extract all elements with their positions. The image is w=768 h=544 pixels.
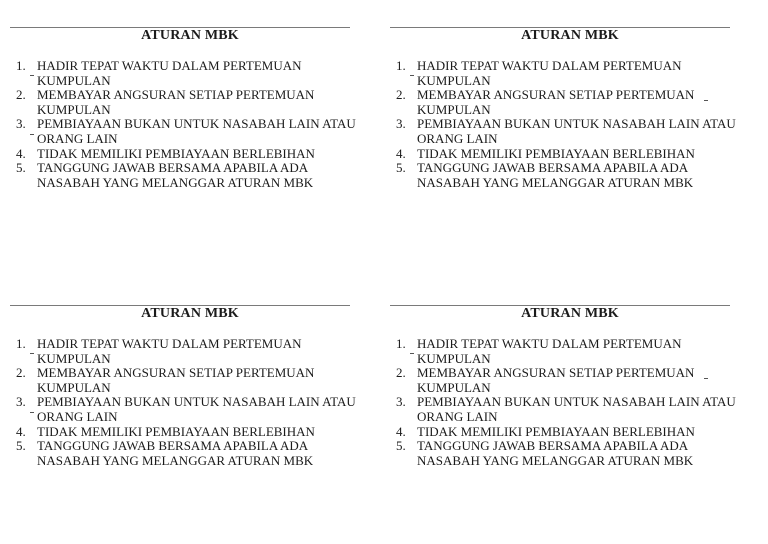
rule-number: 3. (16, 116, 26, 132)
rule-text: TANGGUNG JAWAB BERSAMA APABILA ADA NASABAH YANG MELANGGAR ATURAN MBK (417, 438, 694, 468)
scan-speck (30, 353, 34, 354)
rule-text: TIDAK MEMILIKI PEMBIAYAAN BERLEBIHAN (417, 423, 695, 439)
rule-text: HADIR TEPAT WAKTU DALAM PERTEMUAN KUMPULAN (37, 58, 302, 88)
rule-number: 1. (16, 58, 26, 73)
rule-item (390, 395, 750, 424)
rule-number: 3. (16, 394, 26, 410)
rule-text: MEMBAYAR ANGSURAN SETIAP PERTEMUAN KUMPULAN (417, 365, 695, 395)
rule-item (10, 366, 370, 395)
card-title: ATURAN MBK (521, 306, 619, 321)
card-title: ATURAN MBK (521, 28, 619, 43)
rule-item (10, 161, 370, 190)
rule-item (390, 337, 750, 366)
rule-text: TANGGUNG JAWAB BERSAMA APABILA ADA NASABAH YANG MELANGGAR ATURAN MBK (37, 160, 314, 190)
rule-item (390, 439, 750, 468)
rule-number: 3. (396, 394, 406, 410)
rule-item (10, 337, 370, 366)
rule-text: MEMBAYAR ANGSURAN SETIAP PERTEMUAN KUMPULAN (37, 87, 315, 117)
rules-list (10, 59, 370, 190)
rules-card (10, 298, 365, 478)
rule-item (10, 59, 370, 88)
rule-item (390, 147, 750, 162)
rule-item (10, 439, 370, 468)
rule-text: TIDAK MEMILIKI PEMBIAYAAN BERLEBIHAN (37, 423, 315, 439)
rule-item (390, 117, 750, 146)
rule-number: 1. (396, 336, 406, 351)
rule-number: 4. (396, 423, 406, 439)
rule-text: PEMBIAYAAN BUKAN UNTUK NASABAH LAIN ATAU ORANG LAIN (37, 116, 356, 146)
scan-speck (30, 412, 34, 413)
scan-speck (30, 75, 34, 76)
rule-text: PEMBIAYAAN BUKAN UNTUK NASABAH LAIN ATAU ORANG LAIN (417, 116, 736, 146)
rule-number: 1. (396, 58, 406, 73)
rule-item (10, 147, 370, 162)
rule-number: 5. (396, 438, 406, 454)
scan-speck (410, 353, 414, 354)
rule-number: 2. (16, 365, 26, 381)
rule-text: HADIR TEPAT WAKTU DALAM PERTEMUAN KUMPULAN (417, 58, 682, 88)
rules-card (390, 298, 745, 478)
rule-text: MEMBAYAR ANGSURAN SETIAP PERTEMUAN KUMPULAN (37, 365, 315, 395)
rules-card (390, 20, 745, 200)
card-title: ATURAN MBK (141, 28, 239, 43)
rule-item (10, 395, 370, 424)
scan-speck (704, 378, 708, 379)
rule-item (10, 117, 370, 146)
rule-number: 2. (16, 87, 26, 103)
rule-number: 4. (16, 145, 26, 161)
rule-item (10, 425, 370, 440)
rules-list (10, 337, 370, 468)
card-title: ATURAN MBK (141, 306, 239, 321)
rule-number: 5. (396, 160, 406, 176)
rule-number: 5. (16, 160, 26, 176)
rule-item (390, 425, 750, 440)
rule-number: 4. (16, 423, 26, 439)
rule-number: 2. (396, 365, 406, 381)
rules-list (390, 59, 750, 190)
scan-speck (30, 134, 34, 135)
rule-text: TIDAK MEMILIKI PEMBIAYAAN BERLEBIHAN (37, 145, 315, 161)
rule-number: 1. (16, 336, 26, 351)
rule-text: PEMBIAYAAN BUKAN UNTUK NASABAH LAIN ATAU ORANG LAIN (37, 394, 356, 424)
rule-text: TIDAK MEMILIKI PEMBIAYAAN BERLEBIHAN (417, 145, 695, 161)
rule-number: 2. (396, 87, 406, 103)
rule-number: 5. (16, 438, 26, 454)
rule-text: PEMBIAYAAN BUKAN UNTUK NASABAH LAIN ATAU ORANG LAIN (417, 394, 736, 424)
rule-item (390, 366, 750, 395)
rule-text: HADIR TEPAT WAKTU DALAM PERTEMUAN KUMPULAN (417, 336, 682, 366)
rule-item (390, 88, 750, 117)
scan-speck (410, 75, 414, 76)
rule-number: 3. (396, 116, 406, 132)
rule-text: TANGGUNG JAWAB BERSAMA APABILA ADA NASABAH YANG MELANGGAR ATURAN MBK (417, 160, 694, 190)
rule-text: HADIR TEPAT WAKTU DALAM PERTEMUAN KUMPULAN (37, 336, 302, 366)
rule-text: MEMBAYAR ANGSURAN SETIAP PERTEMUAN KUMPULAN (417, 87, 695, 117)
rule-item (10, 88, 370, 117)
rule-item (390, 59, 750, 88)
rule-item (390, 161, 750, 190)
rule-text: TANGGUNG JAWAB BERSAMA APABILA ADA NASABAH YANG MELANGGAR ATURAN MBK (37, 438, 314, 468)
rule-number: 4. (396, 145, 406, 161)
rules-card (10, 20, 365, 200)
scan-speck (704, 100, 708, 101)
rules-list (390, 337, 750, 468)
